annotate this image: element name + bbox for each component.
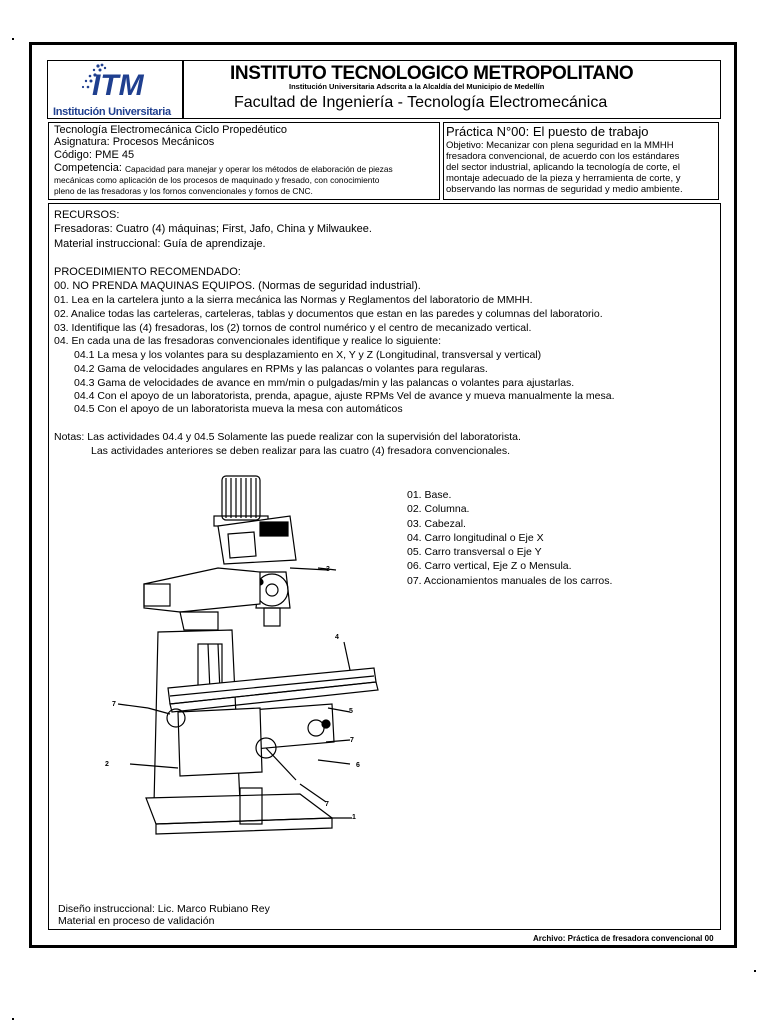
notes-line: Notas: Las actividades 04.4 y 04.5 Solamente las puede realizar con la supervisión del laboratorista. [54,431,521,443]
part-item: 06. Carro vertical, Eje Z o Mensula. [407,560,572,572]
practice-panel [443,122,719,200]
scan-speck [754,970,756,972]
callout-label: 5 [349,708,353,715]
objective-line: Objetivo: Mecanizar con plena seguridad en la MMHH [446,140,674,151]
institute-subtitle: Institución Universitaria Adscrita a la Alcaldía del Municipio de Medellín [289,82,545,91]
file-name: Archivo: Práctica de fresadora convencional 00 [533,934,714,943]
callout-label: 7 [350,737,354,744]
objective-line: observando las normas de seguridad y medio ambiente. [446,184,683,195]
procedure-substep: 04.5 Con el apoyo de un laboratorista mueva la mesa con automáticos [74,403,403,415]
title-panel [183,60,721,119]
institute-name: INSTITUTO TECNOLOGICO METROPOLITANO [230,63,634,84]
objective-line: del sector industrial, aplicando la tecnología de corte, el [446,162,680,173]
callout-label: 6 [356,762,360,769]
scan-speck [12,38,14,40]
callout-label: 1 [352,814,356,821]
procedure-substep: 04.4 Con el apoyo de un laboratorista, prenda, apague, ajuste RPMs Vel de avance y mueva manualmente la mesa. [74,390,615,402]
code-line: Código: PME 45 [54,149,135,161]
procedure-substep: 04.2 Gama de velocidades angulares en RPMs y las palancas o volantes para regularas. [74,363,488,375]
part-item: 02. Columna. [407,503,470,515]
procedure-substep: 04.3 Gama de velocidades de avance en mm/min o pulgadas/min y las palancas o volantes para ajustarlas. [74,377,575,389]
milling-machine-diagram [100,472,390,842]
competency-text: Capacidad para manejar y operar los métodos de elaboración de piezas [125,164,393,174]
callout-label: 7 [325,801,329,808]
logo-panel [47,60,183,119]
designer-credit: Diseño instruccional: Lic. Marco Rubiano Rey [58,903,270,915]
procedure-step: 02. Analice todas las carteleras, carteleras, tablas y documentos que estan en las paredes y columnas del laboratorio. [54,308,603,320]
objective-line: montaje adecuado de la pieza y herramienta de corte, y [446,173,681,184]
procedure-step: 03. Identifique las (4) fresadoras, los (2) tornos de control numérico y el centro de mecanizado vertical. [54,322,532,334]
competency-label: Competencia: [54,162,122,174]
resources-line: Material instruccional: Guía de aprendizaje. [54,238,266,250]
procedure-heading: PROCEDIMIENTO RECOMENDADO: [54,266,241,278]
competency-text: pleno de las fresadoras y los fornos convencionales y fornos de CNC. [54,186,313,196]
callout-label: 2 [105,761,109,768]
notes-line: Las actividades anteriores se deben realizar para las cuatro (4) fresadora convencionales. [91,445,511,457]
callout-label: 3 [326,566,330,573]
part-item: 03. Cabezal. [407,518,466,530]
part-item: 05. Carro transversal o Eje Y [407,546,542,558]
competency-text: mecánicas como aplicación de los procesos de maquinado y fresado, con conocimiento [54,175,380,185]
scan-speck [12,1018,14,1020]
program-line: Tecnología Electromecánica Ciclo Propedéutico [54,124,287,136]
resources-heading: RECURSOS: [54,209,120,221]
procedure-step: 04. En cada una de las fresadoras convencionales identifique y realice lo siguiente: [54,335,441,347]
resources-line: Fresadoras: Cuatro (4) máquinas; First, Jafo, China y Milwaukee. [54,223,372,235]
part-item: 01. Base. [407,489,452,501]
callout-label: 4 [335,634,339,641]
practice-title: Práctica N°00: El puesto de trabajo [446,124,649,139]
subject-panel [48,122,440,200]
svg-text:ITM: ITM [92,69,144,102]
faculty-title: Facultad de Ingeniería - Tecnología Electromecánica [234,94,608,111]
objective-line: fresadora convencional, de acuerdo con los estándares [446,151,680,162]
logo-caption: Institución Universitaria [53,106,171,118]
validation-status: Material en proceso de validación [58,915,215,927]
procedure-step: 01. Lea en la cartelera junto a la sierra mecánica las Normas y Reglamentos del laboratorio de MMHH. [54,294,533,306]
callout-label: 7 [112,701,116,708]
procedure-substep: 04.1 La mesa y los volantes para su desplazamiento en X, Y y Z (Longitudinal, transversal y vertical) [74,349,542,361]
motor-drawing [214,476,268,526]
procedure-step: 00. NO PRENDA MAQUINAS EQUIPOS. (Normas de seguridad industrial). [54,280,421,292]
part-item: 04. Carro longitudinal o Eje X [407,532,544,544]
course-line: Asignatura: Procesos Mecánicos [54,136,215,148]
part-item: 07. Accionamientos manuales de los carros. [407,575,613,587]
